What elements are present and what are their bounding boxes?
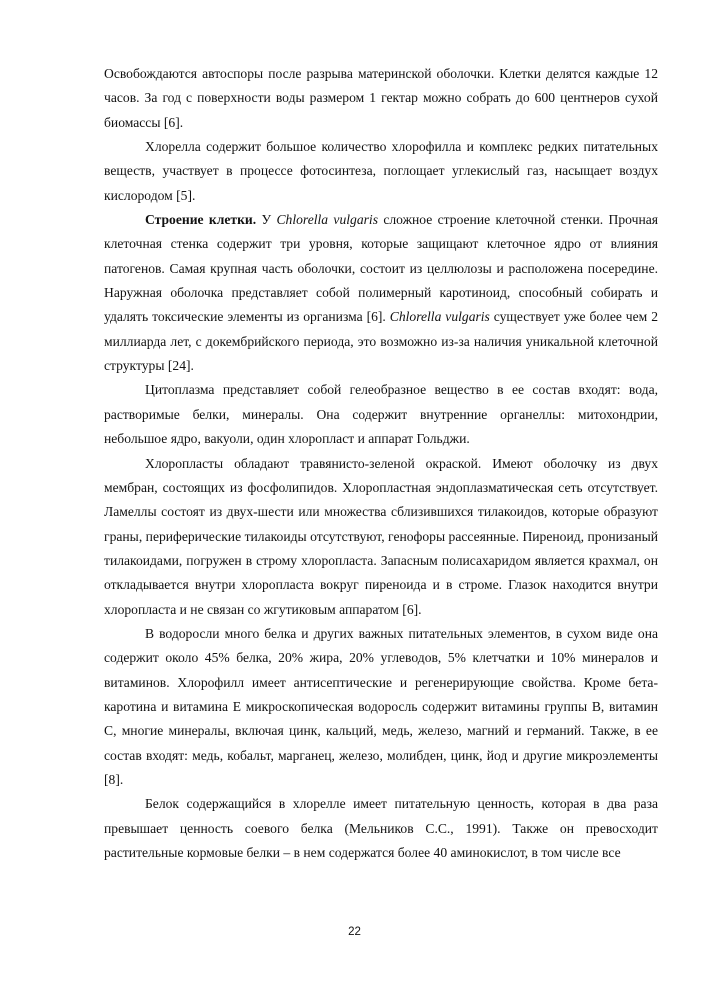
species-name-italic-2: Chlorella vulgaris — [389, 309, 490, 325]
paragraph-4: Цитоплазма представляет собой гелеобразное вещество в ее состав входят: вода, растворимые белки, минералы. Она содержит внутренние органеллы: митохондрии, небольшое ядро, вакуоли, один хлоропласт и аппарат Гольджи. — [104, 382, 658, 447]
paragraph-1: Освобождаются автоспоры после разрыва материнской оболочки. Клетки делятся каждые 12 часов. За год с поверхности воды размером 1 гектар можно собрать до 600 центнеров сухой биомассы [6]. — [104, 66, 658, 130]
paragraph-3-segment-1: У — [256, 212, 277, 228]
paragraph-7: Белок содержащийся в хлорелле имеет питательную ценность, которая в два раза превышает ценность соевого белка (Мельников С.С., 1991). Также он превосходит растительные кормовые белки – в нем содержатся более 40 аминокислот, в том числе все — [104, 796, 658, 860]
section-heading-cell-structure: Строение клетки. — [145, 212, 257, 228]
species-name-italic-1: Chlorella vulgaris — [276, 212, 378, 228]
paragraph-3-segment-2: сложное строение клеточной стенки. Прочная клеточная стенка содержит три уровня, которые защищают клеточное ядро от влияния патогенов. Самая крупная часть оболочки, состоит из целлюлозы и расположена посередине. Наружная оболочка представляет собой полимерный каротиноид, способный собирать и удалять токсические элементы из организма [6]. — [104, 212, 659, 325]
body-text — [104, 62, 658, 865]
paragraph-3 — [104, 208, 658, 378]
paragraph-2: Хлорелла содержит большое количество хлорофилла и комплекс редких питательных веществ, участвует в процессе фотосинтеза, поглощает углекислый газ, насыщает воздух кислородом [5]. — [104, 139, 658, 203]
page-number: 22 — [348, 926, 361, 938]
paragraph-3-segment-3: существует уже более чем 2 миллиарда лет, с докембрийского периода, это возможно из-за наличия уникальной клеточной структуры [24]. — [104, 309, 658, 374]
paragraph-6: В водоросли много белка и других важных питательных элементов, в сухом виде она содержит около 45% белка, 20% жира, 20% углеводов, 5% клетчатки и 10% минералов и витаминов. Хлорофилл имеет антисептические и регенерирующие свойства. Кроме бета-каротина и витамина Е микроскопическая водоросль содержит витамины группы В, витамин С, многие минералы, включая цинк, кальций, медь, железо, магний и германий. Также, в ее состав входят: медь, кобальт, марганец, железо, молибден, цинк, йод и другие микроэлементы [8]. — [104, 625, 658, 787]
paragraph-5: Хлоропласты обладают травянисто-зеленой окраской. Имеют оболочку из двух мембран, состоящих из фосфолипидов. Хлоропластная эндоплазматическая сеть отсутствует. Ламеллы состоят из двух-шести или множества сблизившихся тилакоидов, которые образуют граны, периферические тилакоиды отсутствуют, генофоры рассеянные. Пиреноид, пронизаный тилакоидами, погружен в строму хлоропласта. Запасным полисахаридом является крахмал, он откладывается внутри хлоропласта вокруг пиреноида и в строме. Глазок находится внутри хлоропласта и не связан со жгутиковым аппаратом [6]. — [104, 455, 658, 617]
